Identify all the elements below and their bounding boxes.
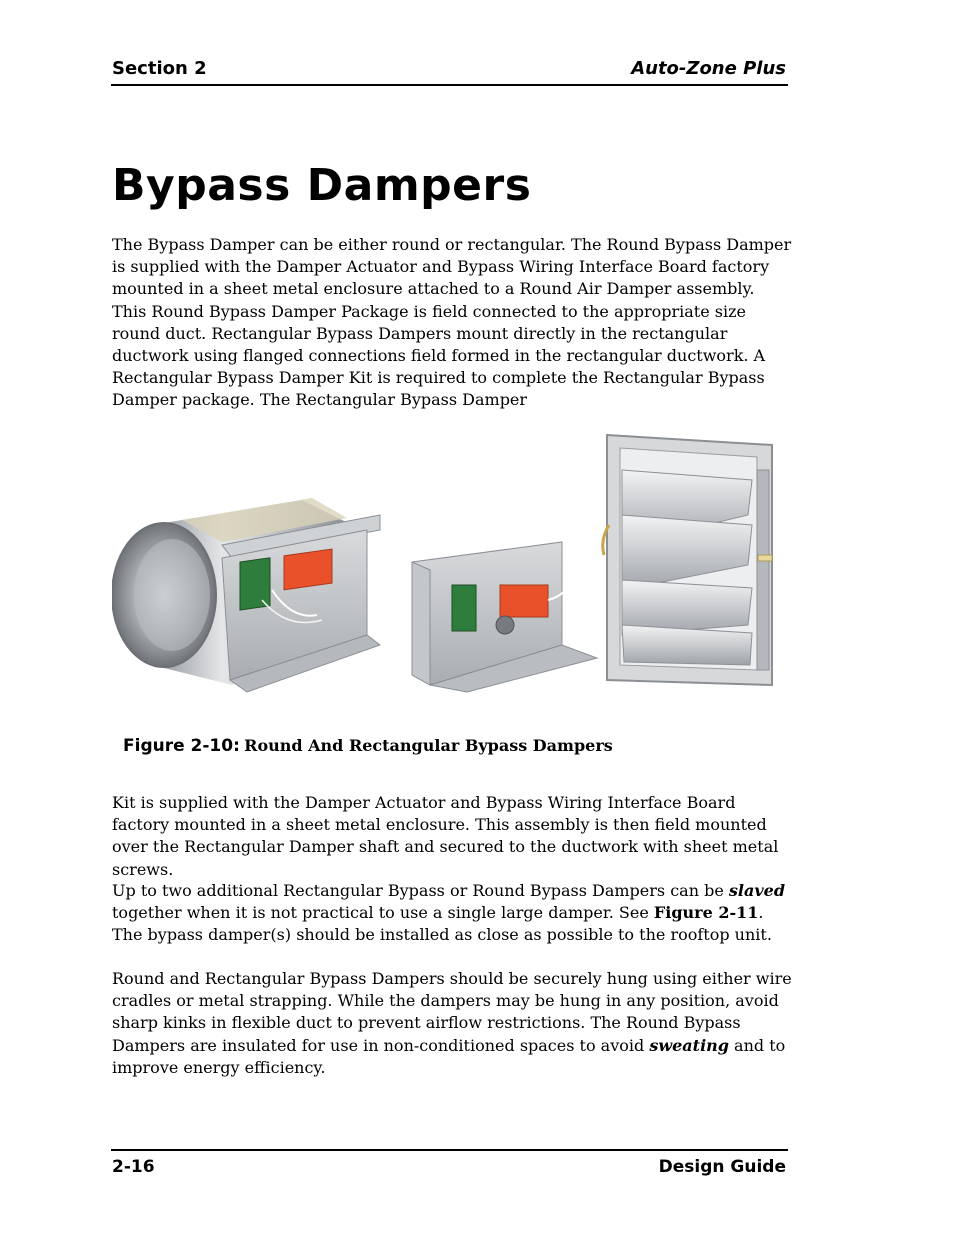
slaved-paragraph [112, 880, 792, 947]
kit-paragraph: Kit is supplied with the Damper Actuator and Bypass Wiring Interface Board factory mounted in a sheet metal enclosure. This assembly is then field mounted over the Rectangular Damper shaft and secured to the ductwork with sheet metal screws. [112, 793, 779, 879]
page-header [111, 58, 788, 86]
text-segment: and to improve energy efficiency. [112, 1035, 786, 1077]
hanging-paragraph [112, 968, 792, 1079]
text-segment: Up to two additional Rectangular Bypass or Round Bypass Dampers can be [112, 881, 729, 900]
rectangular-bypass-kit-photo [412, 542, 597, 692]
page-number: 2-16 [112, 1157, 155, 1177]
product-name: Auto-Zone Plus [631, 58, 786, 79]
page-title: Bypass Dampers [112, 160, 532, 211]
round-bypass-damper-photo [112, 498, 380, 692]
emphasis-sweating: sweating [649, 1035, 729, 1055]
text-segment: together when it is not practical to use a single large damper. See [112, 903, 654, 923]
intro-paragraph: The Bypass Damper can be either round or rectangular. The Round Bypass Damper is supplied with the Damper Actuator and Bypass Wiring Interface Board factory mounted in a sheet metal enclosure attached to a Round Air Damper assembly. This Round Bypass Damper Package is field connected to the appropriate size round duct. Rectangular Bypass Dampers mount directly in the rectangular ductwork using flanged connections field formed in the rectangular ductwork. A Rectangular Bypass Damper Kit is required to complete the Rectangular Bypass Damper package. The Rectangular Bypass Damper [112, 235, 792, 410]
page-footer [111, 1149, 788, 1181]
figure-caption [123, 736, 613, 756]
text-segment: . The bypass damper(s) should be installed as close as possible to the rooftop unit. [112, 903, 772, 945]
figure-label: Figure 2-10: [123, 736, 240, 756]
document-name: Design Guide [658, 1157, 786, 1177]
emphasis-slaved: slaved [728, 881, 786, 900]
figure-dampers [112, 430, 782, 695]
figure-caption-text: Round And Rectangular Bypass Dampers [244, 736, 613, 755]
damper-photos [112, 430, 782, 695]
text-segment: Round and Rectangular Bypass Dampers should be securely hung using either wire cradles or metal strapping. While the dampers may be hung in any position, avoid sharp kinks in flexible duct to prevent airflow restrictions. The Round Bypass Dampers are insulated for use in non-conditioned spaces to avoid [112, 969, 792, 1055]
figure-reference-link[interactable]: Figure 2-11 [653, 903, 759, 923]
section-label: Section 2 [112, 58, 207, 79]
rectangular-damper-photo [603, 435, 772, 685]
